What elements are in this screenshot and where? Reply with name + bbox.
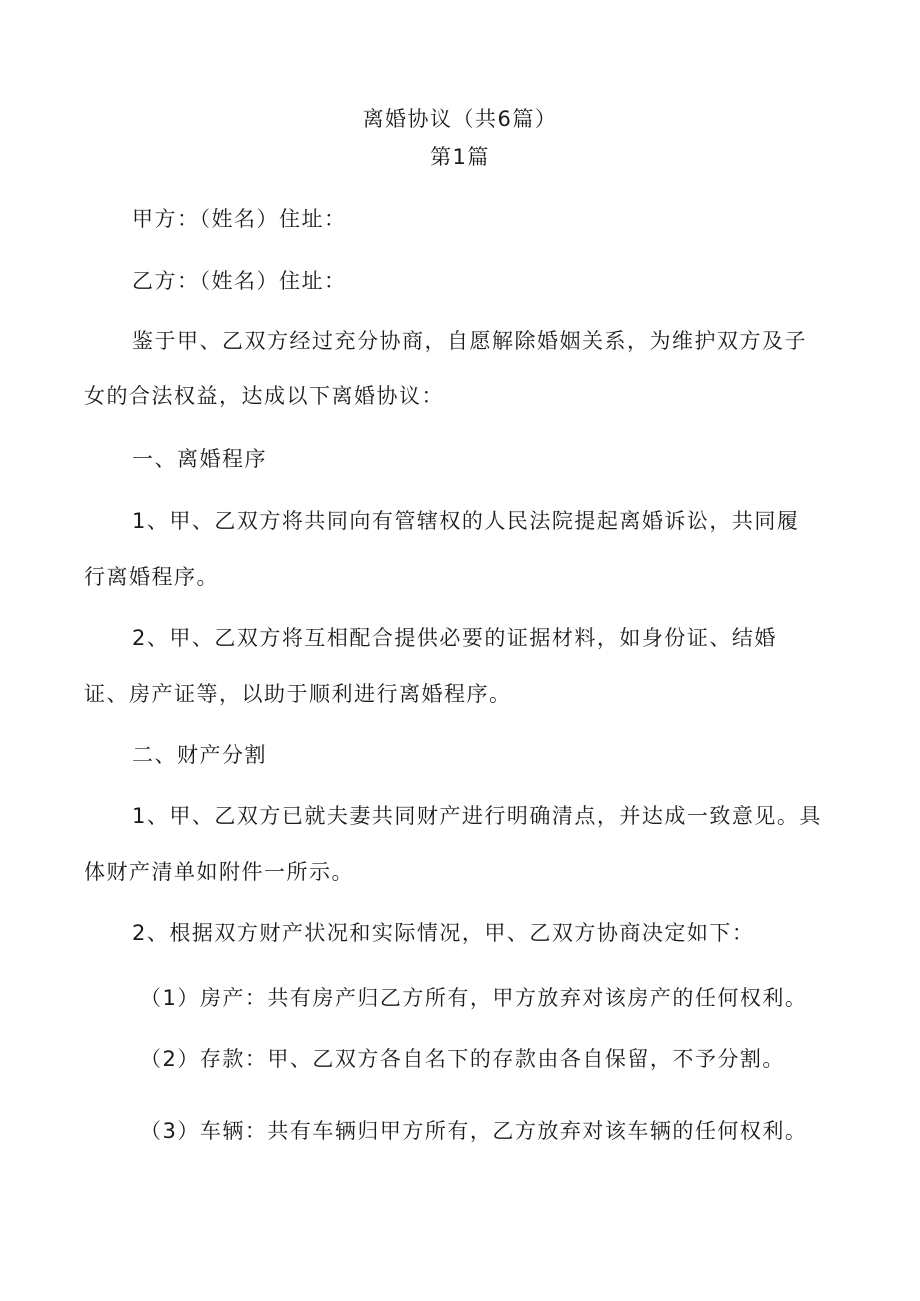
section-1-item-1-line-1: 1、甲、乙双方将共同向有管辖权的人民法院提起离婚诉讼，共同履: [132, 509, 800, 533]
document-subtitle: 第1篇: [430, 145, 490, 169]
section-1-heading: 一、离婚程序: [132, 447, 267, 471]
section-2-sub-item-3: （3）车辆：共有车辆归甲方所有，乙方放弃对该车辆的任何权利。: [140, 1119, 808, 1143]
section-2-heading: 二、财产分割: [132, 743, 267, 767]
party-b-line: 乙方：（姓名）住址：: [132, 269, 347, 293]
document-title: 离婚协议（共6篇）: [362, 107, 558, 131]
intro-line-2: 女的合法权益，达成以下离婚协议：: [84, 384, 444, 408]
section-1-item-1-line-2: 行离婚程序。: [84, 565, 219, 589]
section-2-item-1-line-1: 1、甲、乙双方已就夫妻共同财产进行明确清点，并达成一致意见。具: [132, 804, 822, 828]
section-2-item-1-line-2: 体财产清单如附件一所示。: [84, 860, 354, 884]
section-1-item-2-line-1: 2、甲、乙双方将互相配合提供必要的证据材料，如身份证、结婚: [132, 626, 777, 650]
section-2-sub-item-2: （2）存款：甲、乙双方各自名下的存款由各自保留，不予分割。: [140, 1047, 785, 1071]
section-2-sub-item-1: （1）房产：共有房产归乙方所有，甲方放弃对该房产的任何权利。: [140, 986, 808, 1010]
section-2-item-2: 2、根据双方财产状况和实际情况，甲、乙双方协商决定如下：: [132, 921, 755, 945]
section-1-item-2-line-2: 证、房产证等，以助于顺利进行离婚程序。: [84, 682, 512, 706]
intro-line-1: 鉴于甲、乙双方经过充分协商，自愿解除婚姻关系，为维护双方及子: [132, 329, 807, 353]
party-a-line: 甲方：（姓名）住址：: [132, 207, 347, 231]
